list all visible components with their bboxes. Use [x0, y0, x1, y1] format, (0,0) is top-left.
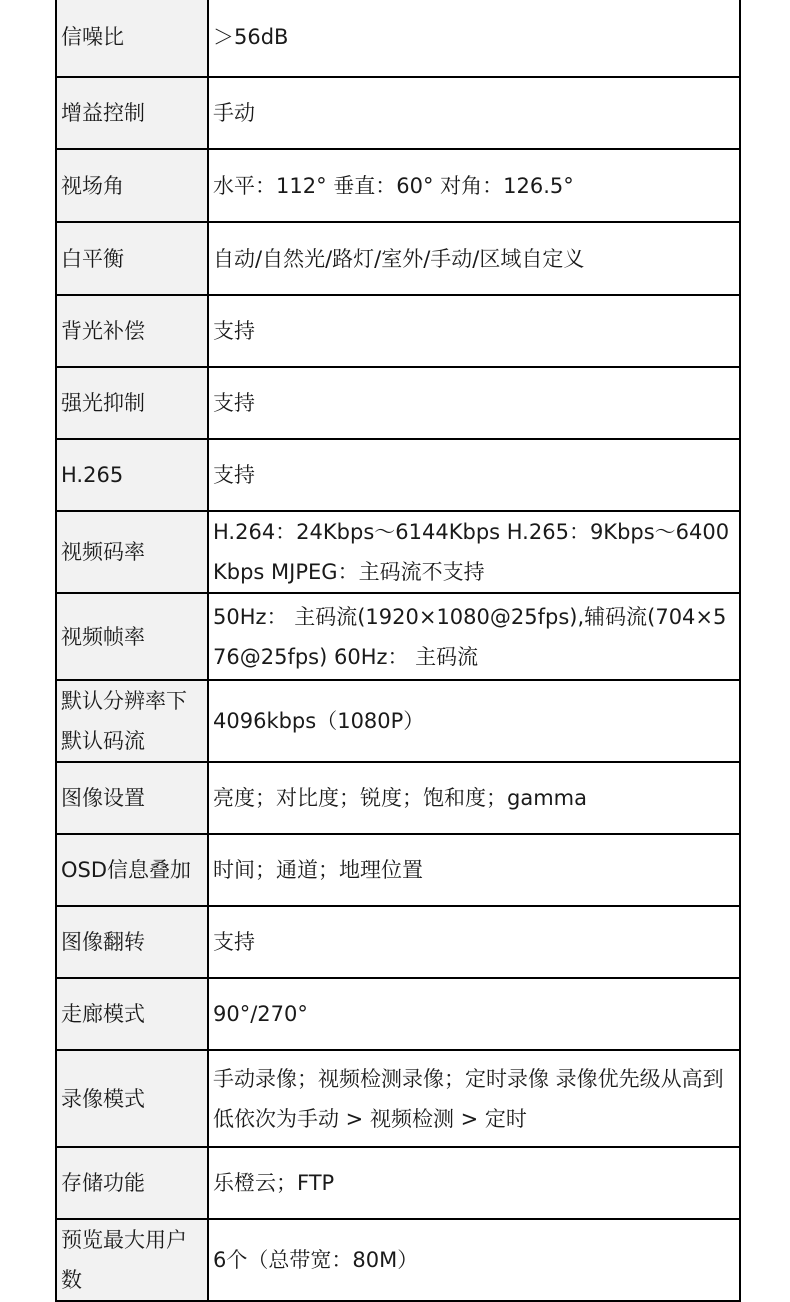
row-value: H.264：24Kbps～6144Kbps H.265：9Kbps～6400Kbps MJPEG：主码流不支持	[208, 511, 740, 593]
row-value: 自动/自然光/路灯/室外/手动/区域自定义	[208, 222, 740, 295]
row-label: H.265	[56, 439, 208, 511]
table-row	[56, 1147, 740, 1219]
row-label: 视场角	[56, 149, 208, 222]
row-label: OSD信息叠加	[56, 834, 208, 906]
row-value: 支持	[208, 295, 740, 367]
table-row	[56, 439, 740, 511]
row-label: 存储功能	[56, 1147, 208, 1219]
row-value: 4096kbps（1080P）	[208, 680, 740, 762]
row-value: 手动录像；视频检测录像；定时录像 录像优先级从高到低依次为手动 > 视频检测 > 定时	[208, 1050, 740, 1147]
row-value: 6个（总带宽：80M）	[208, 1219, 740, 1301]
table-row	[56, 77, 740, 149]
row-value: 手动	[208, 77, 740, 149]
row-label: 默认分辨率下默认码流	[56, 680, 208, 762]
table-row	[56, 295, 740, 367]
row-label: 背光补偿	[56, 295, 208, 367]
table-row	[56, 834, 740, 906]
table-row	[56, 680, 740, 762]
row-label: 录像模式	[56, 1050, 208, 1147]
row-label: 预览最大用户数	[56, 1219, 208, 1301]
row-label: 增益控制	[56, 77, 208, 149]
row-label: 信噪比	[56, 0, 208, 77]
table-row	[56, 762, 740, 834]
row-value: 水平：112° 垂直：60° 对角：126.5°	[208, 149, 740, 222]
table-row	[56, 978, 740, 1050]
table-row	[56, 0, 740, 77]
spec-table	[55, 0, 741, 1302]
table-row	[56, 222, 740, 295]
row-value: 50Hz： 主码流(1920×1080@25fps),辅码流(704×576@25fps) 60Hz： 主码流	[208, 593, 740, 680]
table-row	[56, 511, 740, 593]
row-value: 时间；通道；地理位置	[208, 834, 740, 906]
row-label: 走廊模式	[56, 978, 208, 1050]
table-row	[56, 149, 740, 222]
row-label: 强光抑制	[56, 367, 208, 439]
row-value: 90°/270°	[208, 978, 740, 1050]
row-value: 支持	[208, 906, 740, 978]
row-value: 支持	[208, 367, 740, 439]
row-value: 亮度；对比度；锐度；饱和度；gamma	[208, 762, 740, 834]
row-value: 乐橙云；FTP	[208, 1147, 740, 1219]
row-label: 白平衡	[56, 222, 208, 295]
table-row	[56, 1219, 740, 1301]
table-row	[56, 593, 740, 680]
row-value: 支持	[208, 439, 740, 511]
row-label: 图像翻转	[56, 906, 208, 978]
row-label: 图像设置	[56, 762, 208, 834]
row-value: ＞56dB	[208, 0, 740, 77]
spec-table-body	[56, 0, 740, 1301]
table-row	[56, 906, 740, 978]
table-row	[56, 367, 740, 439]
row-label: 视频帧率	[56, 593, 208, 680]
table-row	[56, 1050, 740, 1147]
row-label: 视频码率	[56, 511, 208, 593]
